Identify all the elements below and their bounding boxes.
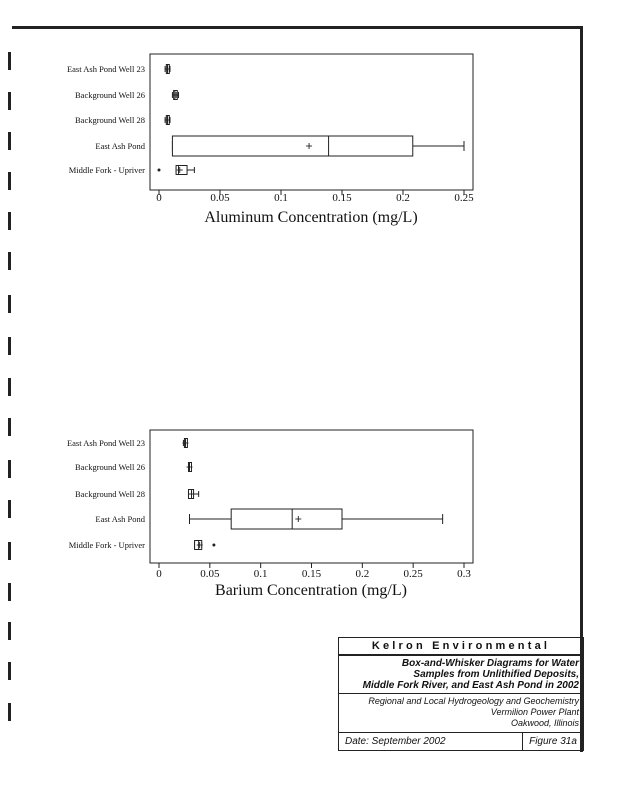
x-tick-label: 0.05: [210, 192, 230, 204]
category-label: Background Well 26: [75, 462, 145, 472]
x-axis-title: Aluminum Concentration (mg/L): [204, 209, 418, 226]
figure-title: [339, 656, 583, 694]
project-info-line: Regional and Local Hydrogeology and Geochemistry: [368, 696, 579, 706]
company-name: Kelron Environmental: [339, 638, 583, 656]
title-block-footer: [339, 732, 583, 750]
x-tick-label: 0.25: [403, 568, 423, 580]
x-tick-label: 0.15: [301, 568, 322, 580]
category-label: Background Well 28: [75, 489, 145, 499]
category-label: East Ash Pond Well 23: [66, 64, 145, 74]
project-info-line: Vermilion Power Plant: [490, 707, 579, 717]
x-tick-label: 0: [156, 568, 162, 580]
x-tick-label: 0.2: [355, 568, 370, 580]
figure-title-line: Box-and-Whisker Diagrams for Water: [401, 658, 579, 669]
x-tick-label: 0.1: [253, 568, 268, 580]
title-block: [338, 637, 584, 751]
x-axis-title: Barium Concentration (mg/L): [215, 582, 407, 599]
x-tick-label: 0: [156, 192, 162, 204]
category-label: East Ash Pond Well 23: [66, 438, 145, 448]
x-tick-label: 0.25: [454, 192, 474, 204]
category-label: Background Well 26: [75, 90, 145, 100]
figure-number: Figure 31a: [522, 733, 583, 750]
project-info-line: Oakwood, Illinois: [510, 718, 579, 728]
category-label: Middle Fork - Upriver: [68, 165, 145, 175]
figure-title-line: Middle Fork River, and East Ash Pond in 2002: [362, 680, 579, 691]
figure-title-line: Samples from Unlithified Deposits,: [413, 669, 579, 680]
outlier-point: [212, 544, 215, 547]
x-tick-label: 0.1: [274, 192, 288, 204]
x-tick-label: 0.15: [332, 192, 352, 204]
category-label: East Ash Pond: [95, 141, 145, 151]
x-tick-label: 0.2: [396, 192, 410, 204]
project-info: [339, 694, 583, 731]
figure-date: Date: September 2002: [345, 736, 446, 747]
x-tick-label: 0.3: [457, 568, 471, 580]
box: [231, 509, 342, 529]
category-label: East Ash Pond: [95, 514, 145, 524]
category-label: Background Well 28: [75, 115, 145, 125]
category-label: Middle Fork - Upriver: [68, 540, 145, 550]
x-tick-label: 0.05: [200, 568, 220, 580]
